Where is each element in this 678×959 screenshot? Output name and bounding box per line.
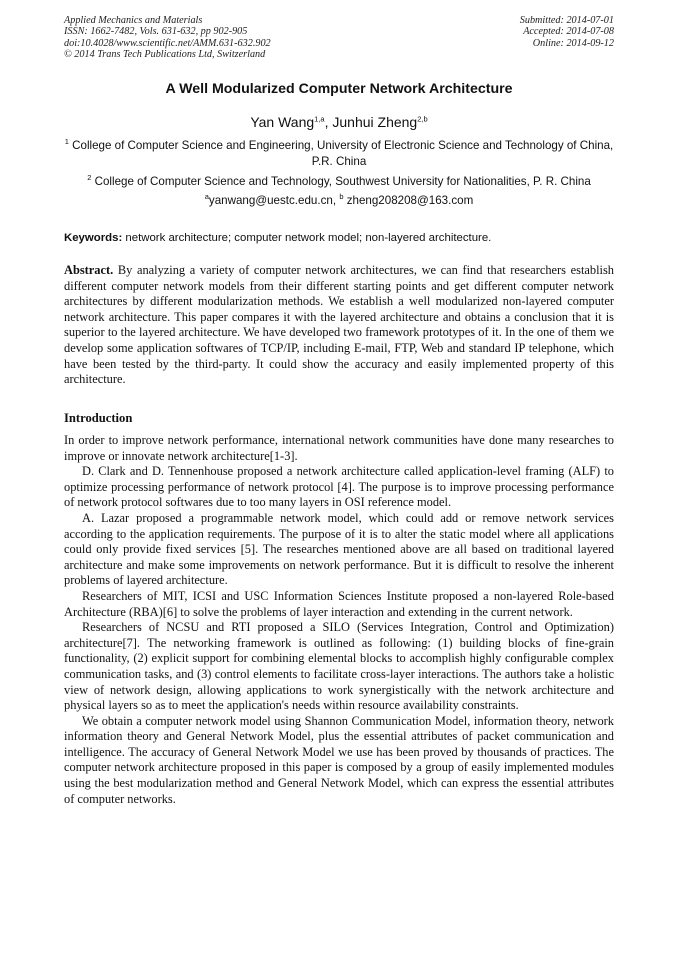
keywords xyxy=(64,232,614,244)
journal-name: Applied Mechanics and Materials xyxy=(64,15,203,26)
email-marker: a xyxy=(204,192,209,202)
author-separator: , xyxy=(324,114,333,130)
author-emails xyxy=(64,194,614,207)
affiliation-text: College of Computer Science and Engineering, University of Electronic Science and Technology of China, P.R. China xyxy=(72,139,614,168)
affiliation-text: College of Computer Science and Technology, Southwest University for Nationalities, P. R. China xyxy=(94,175,591,188)
abstract-text: By analyzing a variety of computer network architectures, we can find that researchers establish different computer network models from their different starting points and get different computer network architectures by different modularization methods. We establish a well modularized non-layered computer network architecture. This paper compares it with the layered architecture and obtains a conclusion that it is superior to the layered architecture. We have developed two framework prototypes of it. In the one of them we develop some application softwares of TCP/IP, including E-mail, FTP, Web and standard IP telephone, which have been tested by the third-party. It could show the accuracy and easily implemented property of this architecture. xyxy=(64,263,614,387)
paragraph: We obtain a computer network model using Shannon Communication Model, information theory, network information theory and General Network Model, plus the essential attributes of packet communication and intelligence. The accuracy of General Network Model we use has been proved by thousands of practices. The computer network architecture proposed in this paper is composed by a group of easily implemented modules using the best modularization method and General Network Model, which can express the essential attributes of computer networks. xyxy=(64,713,614,806)
paragraph: Researchers of MIT, ICSI and USC Information Sciences Institute proposed a non-layered Role-based Architecture (RBA)[6] to solve the problems of layer interaction and extending in the current network. xyxy=(64,588,614,619)
section-heading: Introduction xyxy=(64,411,133,425)
author-line xyxy=(40,114,638,130)
email-address: yanwang@uestc.edu.cn, xyxy=(208,194,337,207)
online-date: Online: 2014-09-12 xyxy=(532,37,614,49)
paragraph: D. Clark and D. Tennenhouse proposed a network architecture called application-level framing (ALF) to optimize processing performance of network protocol [4]. The purpose is to improve processing performance of network protocol softwares due to too many layers in OSI reference model. xyxy=(64,464,614,510)
affiliation-number: 2 xyxy=(87,173,92,183)
author-name: Junhui Zheng xyxy=(332,114,418,130)
paper-title: A Well Modularized Computer Network Architecture xyxy=(165,81,513,97)
paragraph: In order to improve network performance, international network communities have done many researches to improve or innovate network architecture[1-3]. xyxy=(64,433,614,463)
author-affil-marker: 1,a xyxy=(314,114,325,124)
author-name: Yan Wang xyxy=(250,114,315,130)
journal-issn: ISSN: 1662-7482, Vols. 631-632, pp 902-905 xyxy=(64,26,248,38)
journal-doi: doi:10.4028/www.scientific.net/AMM.631-632.902 xyxy=(64,37,271,49)
email-address: zheng208208@163.com xyxy=(346,194,474,207)
journal-copyright: © 2014 Trans Tech Publications Ltd, Switzerland xyxy=(64,49,266,61)
journal-info xyxy=(64,15,271,61)
accepted-date: Accepted: 2014-07-08 xyxy=(523,26,614,38)
abstract-label: Abstract. xyxy=(64,263,114,277)
affiliation-2 xyxy=(64,174,614,190)
affiliation-1 xyxy=(64,138,614,169)
email-marker: b xyxy=(339,192,344,202)
keywords-label: Keywords: xyxy=(64,232,123,244)
keywords-text: network architecture; computer network model; non-layered architecture. xyxy=(125,232,492,244)
submitted-date: Submitted: 2014-07-01 xyxy=(519,15,614,26)
paragraph: Researchers of NCSU and RTI proposed a SILO (Services Integration, Control and Optimization) architecture[7]. The networking framework is outlined as following: (1) building blocks of fine-grain functionality, (2) explicit support for combining elemental blocks to accomplish highly configurable complex communication tasks, and (3) control elements to facilitate cross-layer interactions. The authors take a holistic view of network design, allowing applications to work synergistically with the network architecture and physical layers so as to meet the application's needs within resource availability constraints. xyxy=(64,620,614,713)
introduction-body xyxy=(64,433,614,807)
abstract xyxy=(64,263,614,388)
author-affil-marker: 2,b xyxy=(417,114,428,124)
paragraph: A. Lazar proposed a programmable network model, which could add or remove network services according to the application requirements. The purpose of it is to alter the static model where all applications could only provide fixed services [5]. The researches mentioned above are all based on traditional layered architecture and make some improvements on network performance. But it is difficult to resolve the inherent problems of layered architecture. xyxy=(64,510,614,588)
submission-dates xyxy=(520,15,614,49)
affiliation-number: 1 xyxy=(64,137,69,147)
